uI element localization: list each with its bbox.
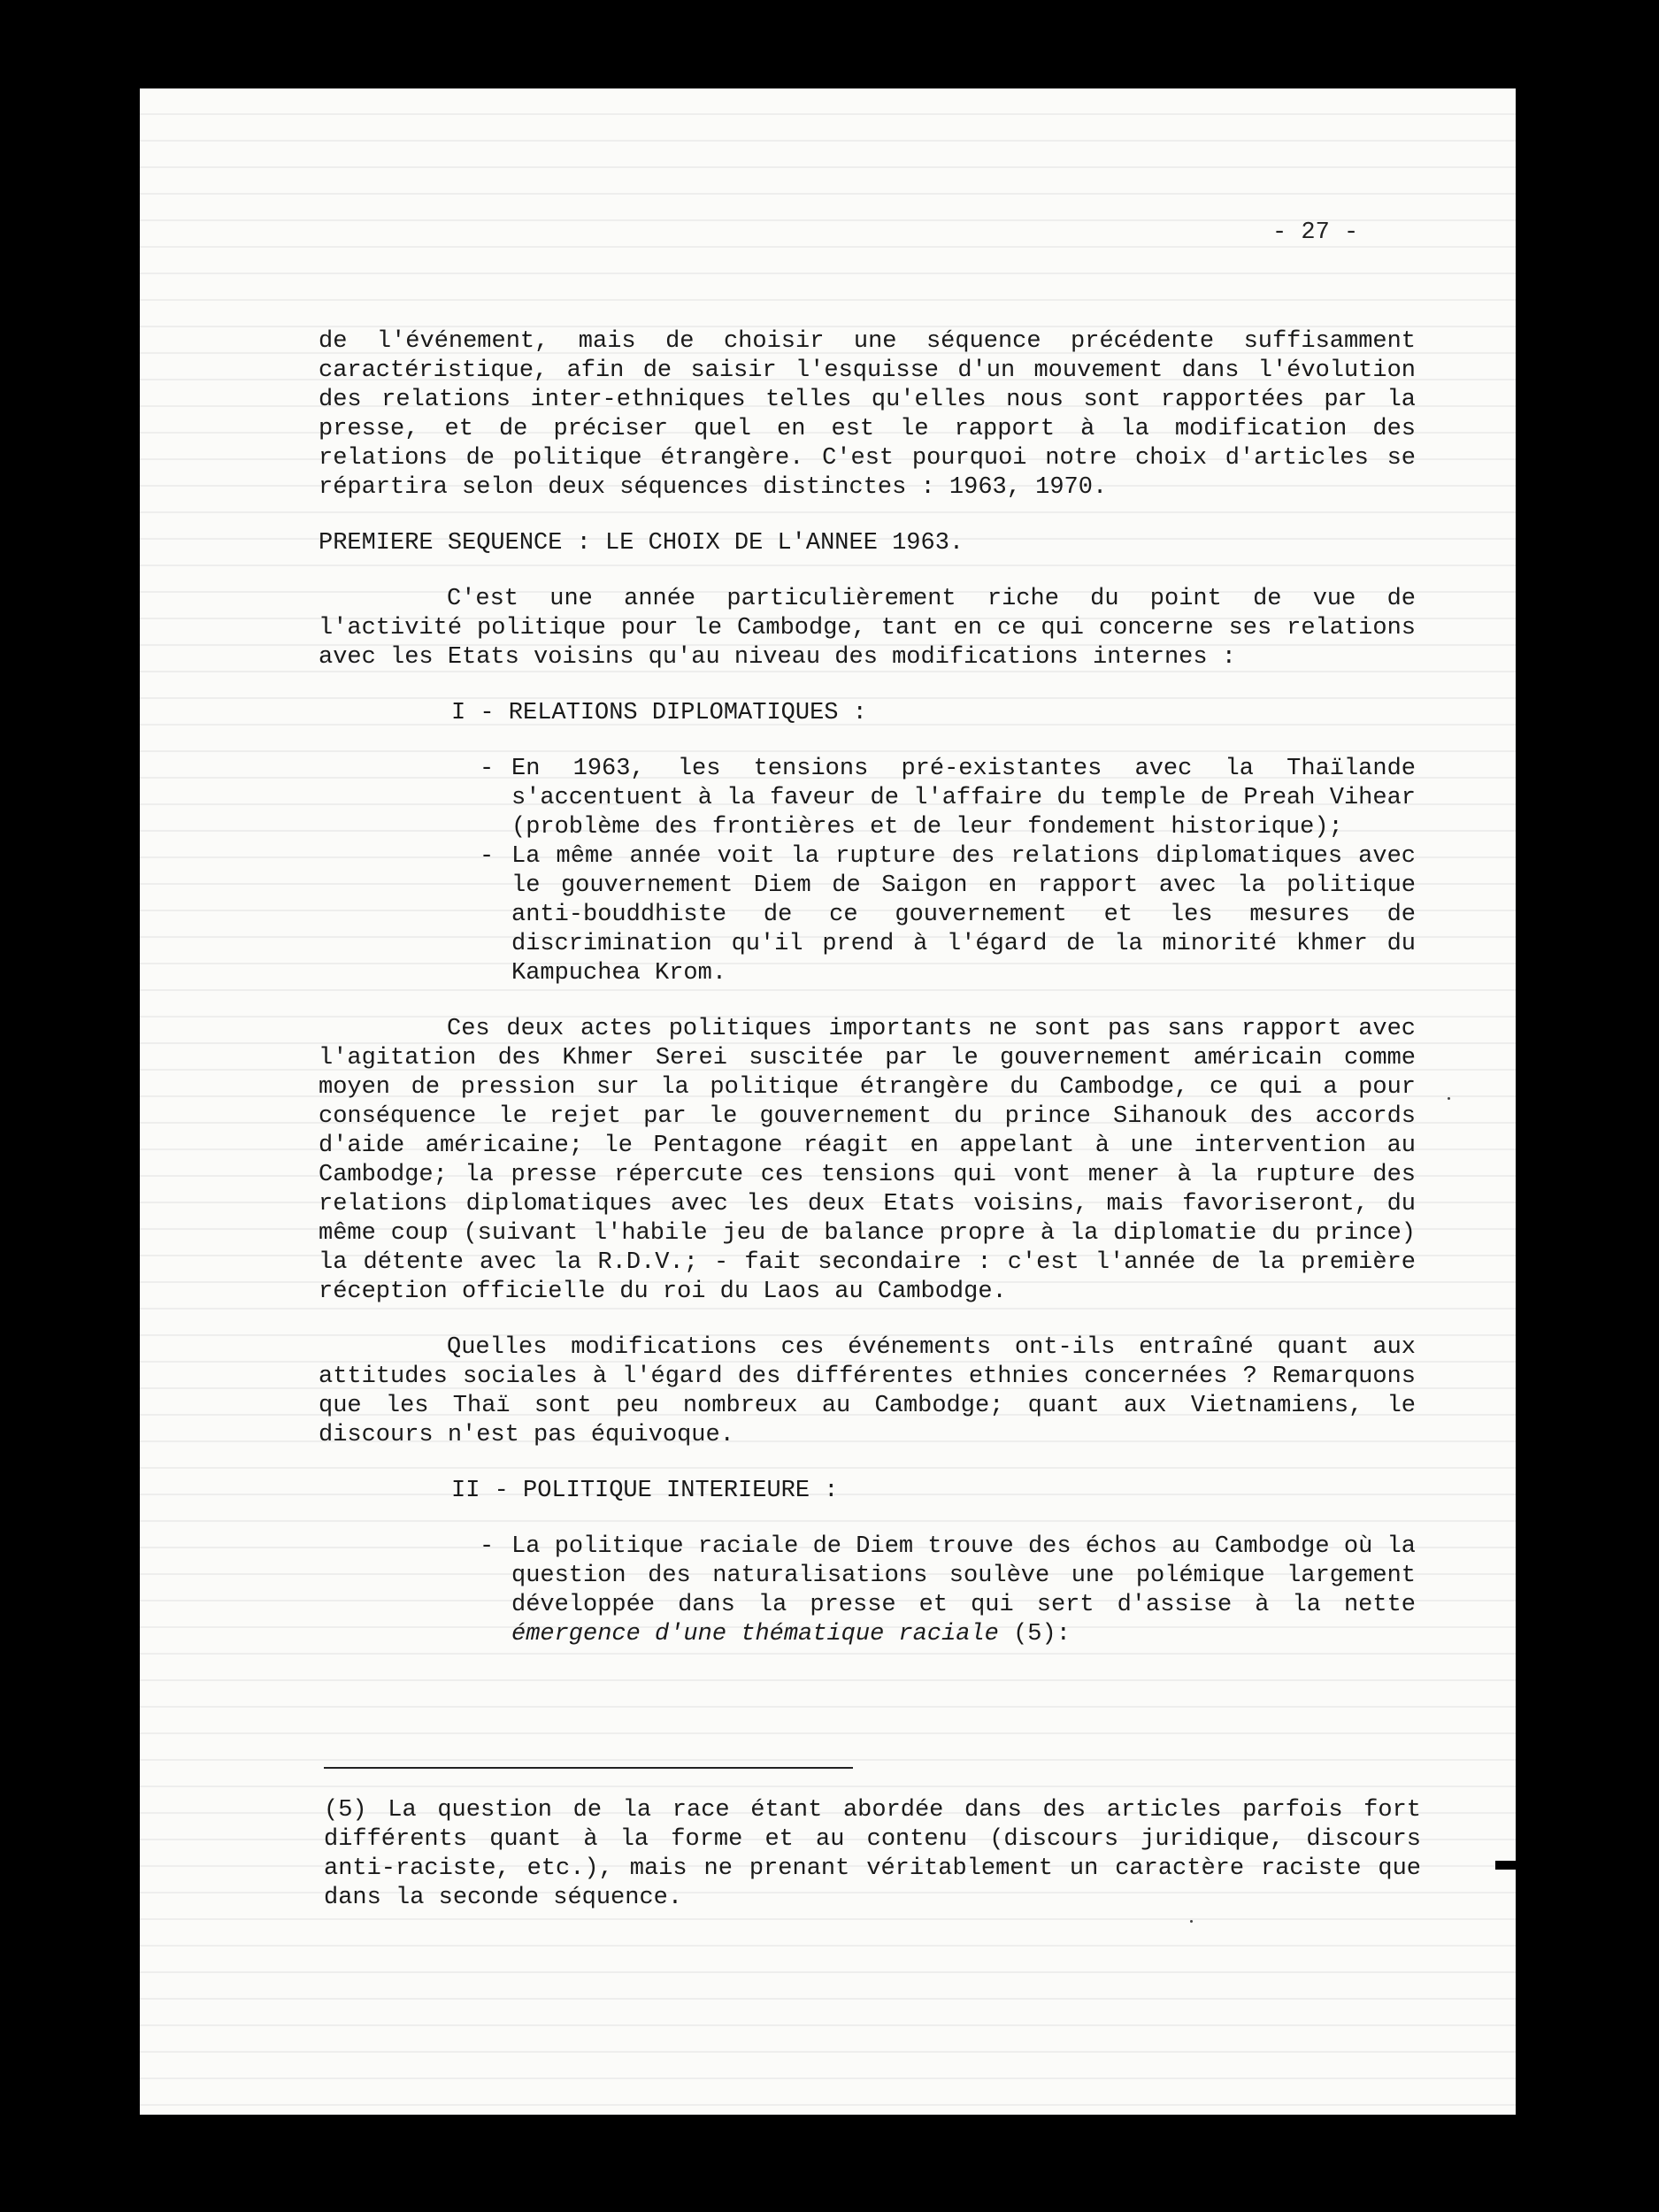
list-item: [480, 842, 1416, 988]
paragraph-1963: C'est une année particulièrement riche du point de vue de l'activité politique pour le Cambodge, tant en ce qui concerne ses relations avec les Etats voisins qu'au niveau des modifications internes :: [319, 586, 1416, 671]
list-item-text: La même année voit la rupture des relations diplomatiques avec le gouvernement Diem de Saigon en rapport avec la politique anti-bouddhiste de ce gouvernement et les mesures de discrimination qu'il prend à l'égard de la minorité khmer du Kampuchea Krom.: [511, 843, 1416, 987]
subheading-politique-interieure: II - POLITIQUE INTERIEURE :: [451, 1478, 839, 1504]
edge-mark: [1495, 1861, 1517, 1870]
interieure-list: [319, 1532, 1416, 1649]
page-number: - 27 -: [1272, 219, 1359, 246]
emphasis-text: émergence d'une thématique raciale: [511, 1621, 999, 1647]
intro-paragraph: de l'événement, mais de choisir une séquence précédente suffisamment caractéristique, afin de saisir l'esquisse d'un mouvement dans l'évolution des relations inter-ethniques telles qu'elles nous sont rapportées par la presse, et de préciser quel en est le rapport à la modification des relations de politique étrangère. C'est pourquoi notre choix d'articles se répartira selon deux séquences distinctes : 1963, 1970.: [319, 328, 1416, 501]
document-page: [140, 88, 1516, 2115]
paragraph-quelles-modifications: Quelles modifications ces événements ont-ils entraîné quant aux attitudes sociales à l'égard des différentes ethnies concernées ? Remarquons que les Thaï sont peu nombreux au Cambodge; quant aux Vietnamiens, le discours n'est pas équivoque.: [319, 1334, 1416, 1448]
dash-marker: -: [480, 756, 495, 782]
dash-marker: -: [480, 843, 495, 870]
ink-speck: [1190, 1920, 1193, 1923]
dash-marker: -: [480, 1533, 495, 1560]
ink-speck: [1448, 1097, 1450, 1100]
subheading-relations-diplomatiques: I - RELATIONS DIPLOMATIQUES :: [451, 700, 867, 726]
section-heading-first-sequence: PREMIERE SEQUENCE : LE CHOIX DE L'ANNEE 1963.: [319, 530, 964, 557]
list-item: [480, 755, 1416, 842]
list-item-text: En 1963, les tensions pré-existantes avec la Thaïlande s'accentuent à la faveur de l'affaire du temple de Preah Vihear (problème des frontières et de leur fondement historique);: [511, 756, 1416, 841]
list-item: [480, 1532, 1416, 1649]
paragraph-actes-politiques: Ces deux actes politiques importants ne sont pas sans rapport avec l'agitation des Khmer Serei suscitée par le gouvernement américain comme moyen de pression sur la politique étrangère du Cambodge, ce qui a pour conséquence le rejet par le gouvernement du prince Sihanouk des accords d'aide américaine; le Pentagone réagit en appelant à une intervention au Cambodge; la presse répercute ces tensions qui vont mener à la rupture des relations diplomatiques avec les deux Etats voisins, mais favoriseront, du même coup (suivant l'habile jeu de balance propre à la diplomatie du prince) la détente avec la R.D.V.; - fait secondaire : c'est l'année de la première réception officielle du roi du Laos au Cambodge.: [319, 1016, 1416, 1305]
relations-list: [319, 755, 1416, 988]
list-item-text: La politique raciale de Diem trouve des échos au Cambodge où la question des naturalisations soulève une polémique largement développée dans la presse et qui sert d'assise à la nette: [511, 1533, 1416, 1618]
footnote-reference: (5):: [1013, 1621, 1071, 1647]
footnote-rule: [324, 1767, 853, 1769]
footnote-text: (5) La question de la race étant abordée dans des articles parfois fort différents quant à la forme et au contenu (discours juridique, discours anti-raciste, etc.), mais ne prenant véritablement un caractère raciste que dans la seconde séquence.: [324, 1797, 1421, 1911]
body-text: [319, 327, 1416, 1676]
